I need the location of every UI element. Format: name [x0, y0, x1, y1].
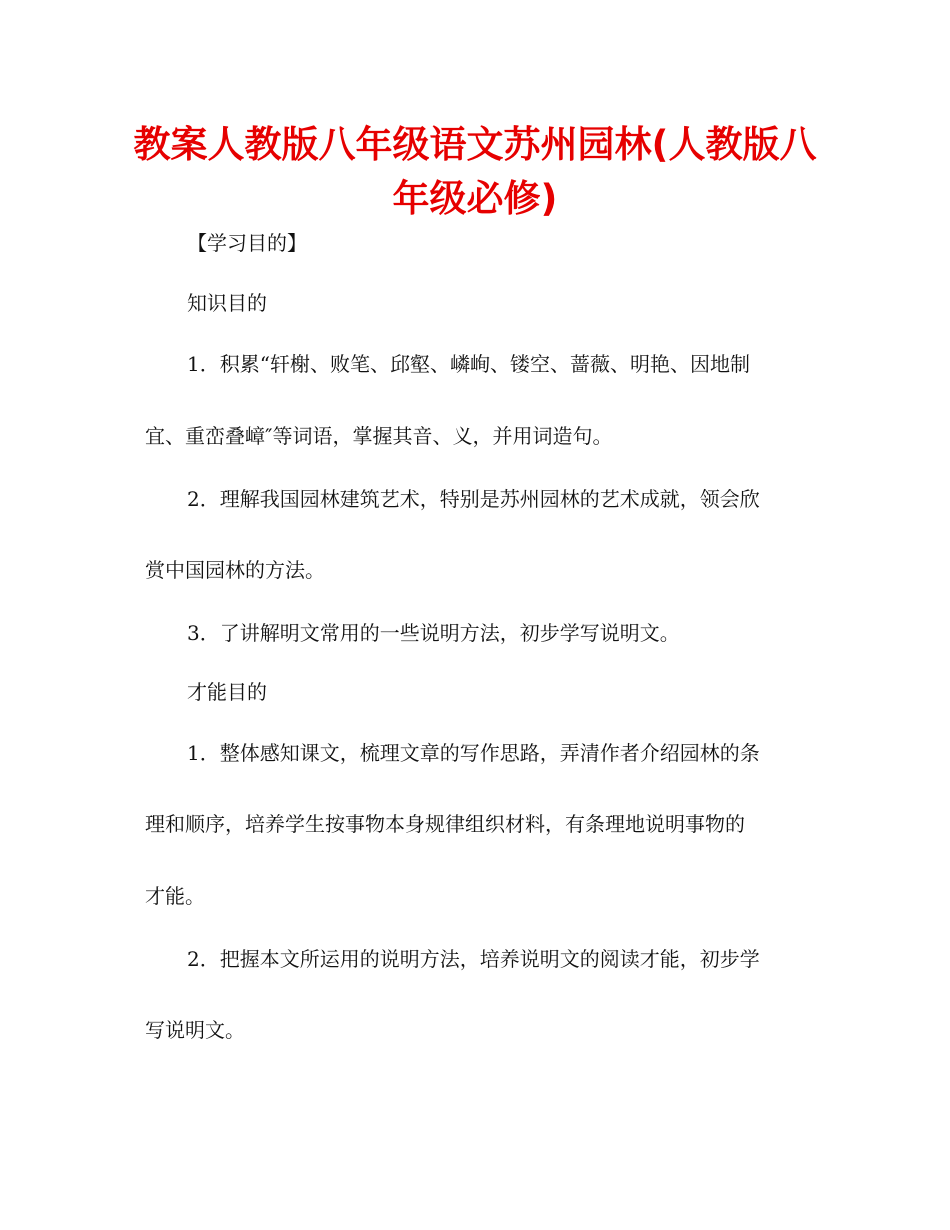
- paragraph-line: 1．整体感知课文，梳理文章的写作思路，弄清作者介绍园林的条: [187, 741, 760, 765]
- paragraph-line: 2．理解我国园林建筑艺术，特别是苏州园林的艺术成就，领会欣: [187, 487, 760, 511]
- section-heading-learning-goals: 【学习目的】: [187, 231, 307, 255]
- subheading-ability-goals: 才能目的: [187, 680, 267, 704]
- subheading-knowledge-goals: 知识目的: [187, 291, 267, 315]
- document-title: 教案人教版八年级语文苏州园林(人教版八年级必修): [133, 123, 817, 220]
- paragraph-line: 赏中国园林的方法。: [145, 558, 325, 582]
- paragraph-line: 写说明文。: [145, 1018, 245, 1042]
- paragraph-line: 宜、重峦叠嶂″等词语，掌握其音、义，并用词造句。: [145, 424, 613, 448]
- paragraph-line: 理和顺序，培养学生按事物本身规律组织材料，有条理地说明事物的: [145, 812, 745, 836]
- paragraph-line: 1．积累“轩榭、败笔、邱壑、嶙峋、镂空、蔷薇、明艳、因地制: [187, 352, 750, 376]
- paragraph-line: 2．把握本文所运用的说明方法，培养说明文的阅读才能，初步学: [187, 947, 760, 971]
- paragraph-line: 3．了讲解明文常用的一些说明方法，初步学写说明文。: [187, 621, 680, 645]
- paragraph-line: 才能。: [145, 884, 205, 908]
